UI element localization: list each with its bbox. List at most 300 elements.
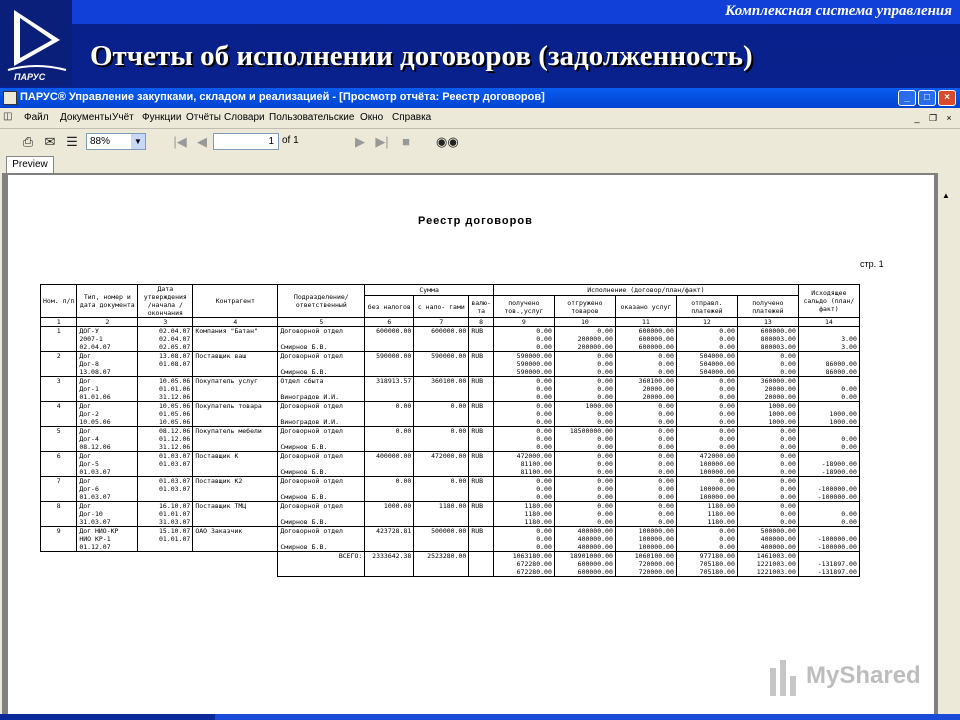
print-icon[interactable]: ⎙ (22, 134, 34, 149)
c10-cell: 0.00 (554, 493, 615, 502)
c9-cell: 590000.00 (493, 368, 554, 377)
c11-cell: 0.00 (615, 468, 676, 477)
c12-cell: 1180.00 (676, 518, 737, 527)
sum-no-tax-cell: 318913.57 (365, 377, 414, 402)
c9-cell: 1180.00 (493, 510, 554, 518)
c10-cell: 0.00 (554, 327, 615, 336)
c11-cell: 20000.00 (615, 393, 676, 402)
logo-text: ПАРУС (14, 72, 46, 82)
c14-cell (798, 502, 859, 511)
c12-cell: 100000.00 (676, 485, 737, 493)
doc-cell: Дог (77, 477, 138, 486)
dept-cell (278, 535, 365, 543)
c10-cell: 0.00 (554, 385, 615, 393)
column-number: 5 (278, 318, 365, 327)
zoom-value: 88% (90, 136, 111, 147)
date-cell: 01.08.07 (138, 360, 193, 368)
c10-cell: 0.00 (554, 452, 615, 461)
vertical-scrollbar[interactable] (938, 173, 954, 714)
doc-cell: Дог-6 (77, 485, 138, 493)
c11-cell: 0.00 (615, 427, 676, 436)
column-number: 7 (414, 318, 469, 327)
c13-cell: 0.00 (737, 368, 798, 377)
c12-cell: 0.00 (676, 393, 737, 402)
c13-cell: 360000.00 (737, 377, 798, 386)
c11-cell: 0.00 (615, 518, 676, 527)
currency-cell: RUB (469, 527, 494, 552)
c13-cell: 0.00 (737, 352, 798, 361)
c13-cell: 1000.00 (737, 410, 798, 418)
column-number: 1 (41, 318, 77, 327)
menu-reports[interactable]: Отчёты (186, 112, 221, 123)
sum-no-tax-cell: 0.00 (365, 427, 414, 452)
totals-c9: 672280.00 (493, 560, 554, 568)
tab-preview[interactable]: Preview (6, 156, 54, 173)
currency-cell: RUB (469, 377, 494, 402)
date-cell: 08.12.06 (138, 427, 193, 436)
c11-cell: 0.00 (615, 352, 676, 361)
doc-cell: 01.03.07 (77, 468, 138, 477)
c11-cell: 20000.00 (615, 385, 676, 393)
date-cell: 01.01.07 (138, 535, 193, 543)
sail-logo-icon (0, 0, 72, 86)
mdi-minimize-icon[interactable]: _ (914, 113, 920, 123)
c12-cell: 0.00 (676, 385, 737, 393)
table-row (41, 502, 860, 511)
c13-cell: 0.00 (737, 502, 798, 511)
column-number: 2 (77, 318, 138, 327)
c11-cell: 0.00 (615, 435, 676, 443)
c13-cell: 0.00 (737, 510, 798, 518)
c14-cell: -100000.00 (798, 485, 859, 493)
doc-cell: Дог (77, 427, 138, 436)
totals-c13: 1221003.00 (737, 568, 798, 577)
watermark-logo-icon (768, 658, 802, 698)
document-menu-icon[interactable]: ◫ (3, 111, 13, 122)
doc-cell: Дог (77, 377, 138, 386)
minimize-button[interactable]: _ (898, 90, 916, 106)
table-row (41, 327, 860, 336)
zoom-select[interactable] (86, 133, 146, 150)
row-number: 5 (41, 427, 77, 452)
menu-bar (0, 108, 960, 129)
doc-cell: Дог-2 (77, 410, 138, 418)
contractor-cell: ОАО Заказчик (193, 527, 278, 552)
c10-cell: 200000.00 (554, 335, 615, 343)
c9-cell: 0.00 (493, 327, 554, 336)
doc-cell: 13.08.07 (77, 368, 138, 377)
date-cell: 01.03.07 (138, 460, 193, 468)
date-cell: 16.10.07 (138, 502, 193, 511)
c12-cell: 472000.00 (676, 452, 737, 461)
c12-cell: 0.00 (676, 427, 737, 436)
system-name: Комплексная система управления (725, 3, 952, 19)
c14-cell: 3.00 (798, 335, 859, 343)
date-cell: 01.05.06 (138, 410, 193, 418)
report-title: Реестр договоров (418, 215, 533, 227)
window-titlebar (0, 88, 960, 108)
c11-cell: 100000.00 (615, 527, 676, 536)
scroll-up-icon[interactable]: ▲ (942, 191, 950, 200)
c10-cell: 0.00 (554, 443, 615, 452)
column-number: 4 (193, 318, 278, 327)
c14-cell: 86000.00 (798, 368, 859, 377)
prev-page-icon[interactable]: ◀ (197, 134, 207, 149)
c13-cell: 400000.00 (737, 543, 798, 552)
c12-cell: 0.00 (676, 402, 737, 411)
c11-cell: 100000.00 (615, 535, 676, 543)
c12-cell: 504000.00 (676, 368, 737, 377)
dept-cell: Смирнов Б.В. (278, 493, 365, 502)
c14-cell (798, 427, 859, 436)
c10-cell: 0.00 (554, 477, 615, 486)
dept-cell (278, 510, 365, 518)
c10-cell: 0.00 (554, 360, 615, 368)
report-page (8, 175, 934, 714)
c9-cell: 0.00 (493, 402, 554, 411)
currency-cell: RUB (469, 352, 494, 377)
dept-cell: Договорной отдел (278, 502, 365, 511)
c9-cell: 0.00 (493, 493, 554, 502)
dept-cell: Договорной отдел (278, 477, 365, 486)
c9-cell: 0.00 (493, 543, 554, 552)
c14-cell (798, 527, 859, 536)
date-cell: 02.04.07 (138, 327, 193, 336)
col-header-paid-in: получено платежей (737, 296, 798, 318)
menu-functions[interactable]: Функции (142, 112, 182, 123)
col-header-rendered: оказано услуг (615, 296, 676, 318)
c11-cell: 0.00 (615, 460, 676, 468)
slide-top-bar (72, 0, 960, 24)
dept-cell: Виноградов И.И. (278, 393, 365, 402)
table-row (41, 452, 860, 461)
doc-cell: Дог-8 (77, 360, 138, 368)
c12-cell: 0.00 (676, 410, 737, 418)
column-number: 8 (469, 318, 494, 327)
col-header-type: Тип, номер и дата документа (77, 285, 138, 318)
sum-tax-cell: 0.00 (414, 427, 469, 452)
app-icon (3, 91, 17, 105)
c11-cell: 0.00 (615, 452, 676, 461)
dept-cell: Смирнов Б.В. (278, 343, 365, 352)
c9-cell: 590000.00 (493, 352, 554, 361)
dept-cell (278, 385, 365, 393)
menu-help[interactable]: Справка (392, 112, 432, 123)
c14-cell: 3.00 (798, 343, 859, 352)
row-number: 8 (41, 502, 77, 527)
doc-cell: 08.12.06 (77, 443, 138, 452)
doc-cell: 01.01.06 (77, 393, 138, 402)
c9-cell: 0.00 (493, 410, 554, 418)
totals-c13: 1461003.00 (737, 552, 798, 561)
next-page-icon[interactable]: ▶ (355, 134, 365, 149)
c12-cell: 100000.00 (676, 468, 737, 477)
totals-c14 (798, 552, 859, 561)
c14-cell: 0.00 (798, 435, 859, 443)
doc-cell: Дог-5 (77, 460, 138, 468)
c12-cell: 100000.00 (676, 460, 737, 468)
c13-cell: 0.00 (737, 493, 798, 502)
dept-cell: Договорной отдел (278, 427, 365, 436)
last-page-icon[interactable]: ▶| (375, 134, 389, 149)
column-number: 14 (798, 318, 859, 327)
c9-cell: 0.00 (493, 535, 554, 543)
c13-cell: 0.00 (737, 518, 798, 527)
c9-cell: 0.00 (493, 343, 554, 352)
page-count: of 1 (282, 135, 299, 146)
c14-cell (798, 452, 859, 461)
c10-cell: 0.00 (554, 377, 615, 386)
doc-cell: 31.03.07 (77, 518, 138, 527)
c14-cell: 0.00 (798, 510, 859, 518)
col-header-paid-out: отправл. платежей (676, 296, 737, 318)
c12-cell: 0.00 (676, 418, 737, 427)
c9-cell: 472000.00 (493, 452, 554, 461)
c11-cell: 0.00 (615, 477, 676, 486)
c14-cell: 0.00 (798, 393, 859, 402)
c10-cell: 0.00 (554, 518, 615, 527)
c11-cell: 100000.00 (615, 543, 676, 552)
column-number: 9 (493, 318, 554, 327)
maximize-button[interactable]: □ (918, 90, 936, 106)
column-number: 11 (615, 318, 676, 327)
currency-cell: RUB (469, 452, 494, 477)
page-setup-icon[interactable]: ☰ (66, 134, 78, 149)
table-row (41, 352, 860, 361)
totals-c10: 600000.00 (554, 560, 615, 568)
export-icon[interactable]: ✉ (44, 134, 56, 149)
sum-no-tax-cell: 590000.00 (365, 352, 414, 377)
c11-cell: 360100.00 (615, 377, 676, 386)
binoculars-find-icon[interactable]: ◉◉ (436, 134, 459, 149)
c14-cell (798, 327, 859, 336)
c9-cell: 0.00 (493, 443, 554, 452)
page-number-input[interactable]: 1 (213, 133, 279, 150)
doc-cell: Дог-10 (77, 510, 138, 518)
column-number: 6 (365, 318, 414, 327)
c11-cell: 0.00 (615, 443, 676, 452)
c9-cell: 1180.00 (493, 502, 554, 511)
totals-c14: -131897.00 (798, 560, 859, 568)
c13-cell: 0.00 (737, 485, 798, 493)
c13-cell: 500000.00 (737, 527, 798, 536)
c10-cell: 0.00 (554, 510, 615, 518)
c10-cell: 1000.00 (554, 402, 615, 411)
totals-c9: 1063180.00 (493, 552, 554, 561)
c12-cell: 0.00 (676, 335, 737, 343)
c9-cell: 81100.00 (493, 468, 554, 477)
totals-c10: 600000.00 (554, 568, 615, 577)
c14-cell: 1000.00 (798, 418, 859, 427)
c14-cell (798, 477, 859, 486)
menu-custom[interactable]: Пользовательские (269, 112, 355, 123)
window-title: ПАРУС® Управление закупками, складом и реализацией - [Просмотр отчёта: Реестр договоров] (20, 91, 545, 103)
table-row (41, 477, 860, 486)
dept-cell (278, 335, 365, 343)
c10-cell: 0.00 (554, 368, 615, 377)
c12-cell: 100000.00 (676, 493, 737, 502)
sum-tax-cell: 0.00 (414, 402, 469, 427)
column-number: 12 (676, 318, 737, 327)
c11-cell: 600000.00 (615, 327, 676, 336)
c12-cell: 0.00 (676, 377, 737, 386)
contractor-cell: Поставщик К2 (193, 477, 278, 502)
tab-row (0, 155, 960, 173)
c9-cell: 0.00 (493, 418, 554, 427)
app-window (0, 88, 960, 714)
first-page-icon[interactable]: |◀ (173, 134, 187, 149)
c11-cell: 0.00 (615, 418, 676, 427)
menu-window[interactable]: Окно (360, 112, 384, 123)
c10-cell: 0.00 (554, 435, 615, 443)
mdi-close-icon[interactable]: × (946, 113, 952, 123)
c11-cell: 600000.00 (615, 343, 676, 352)
c10-cell: 18500000.00 (554, 427, 615, 436)
menu-file[interactable]: Файл (24, 112, 49, 123)
sum-tax-cell: 590000.00 (414, 352, 469, 377)
contractor-cell: Поставщик ТМЦ (193, 502, 278, 527)
currency-cell: RUB (469, 402, 494, 427)
totals-c11: 1060100.00 (615, 552, 676, 561)
col-header-sum-no-tax: без налогов (365, 296, 414, 318)
mdi-restore-icon[interactable]: ❐ (928, 113, 938, 123)
date-cell: 10.05.06 (138, 377, 193, 386)
c9-cell: 0.00 (493, 385, 554, 393)
parus-logo (0, 0, 72, 86)
col-header-contractor: Контрагент (193, 285, 278, 318)
dept-cell (278, 435, 365, 443)
doc-cell: НИО КР-1 (77, 535, 138, 543)
c13-cell: 0.00 (737, 435, 798, 443)
menu-documents[interactable]: Документы (60, 112, 112, 123)
c13-cell: 1000.00 (737, 402, 798, 411)
c9-cell: 0.00 (493, 335, 554, 343)
c10-cell: 400000.00 (554, 535, 615, 543)
c12-cell: 0.00 (676, 343, 737, 352)
dept-cell: Договорной отдел (278, 452, 365, 461)
contractor-cell: Поставщик ваш (193, 352, 278, 377)
c13-cell: 20000.00 (737, 385, 798, 393)
doc-cell: 10.05.06 (77, 418, 138, 427)
c9-cell: 0.00 (493, 485, 554, 493)
date-cell: 01.03.07 (138, 477, 193, 486)
c12-cell: 0.00 (676, 543, 737, 552)
c13-cell: 800003.00 (737, 335, 798, 343)
c11-cell: 0.00 (615, 493, 676, 502)
c11-cell: 0.00 (615, 368, 676, 377)
sum-tax-cell: 472000.00 (414, 452, 469, 477)
col-header-sum: Сумма (365, 285, 494, 296)
col-header-exec: Исполнение (договор/план/факт) (493, 285, 798, 296)
c11-cell: 600000.00 (615, 335, 676, 343)
contractor-cell: Покупатель услуг (193, 377, 278, 402)
date-cell (138, 543, 193, 552)
date-cell: 13.08.07 (138, 352, 193, 361)
c9-cell: 1180.00 (493, 518, 554, 527)
sum-no-tax-cell: 400000.00 (365, 452, 414, 477)
c10-cell: 0.00 (554, 468, 615, 477)
currency-cell: RUB (469, 427, 494, 452)
dept-cell (278, 410, 365, 418)
date-cell: 15.10.07 (138, 527, 193, 536)
c14-cell: -18900.00 (798, 460, 859, 468)
c13-cell: 0.00 (737, 443, 798, 452)
chevron-down-icon[interactable]: ▼ (131, 134, 145, 149)
dept-cell: Смирнов Б.В. (278, 368, 365, 377)
c12-cell: 1180.00 (676, 510, 737, 518)
sum-tax-cell: 600000.00 (414, 327, 469, 352)
c12-cell: 0.00 (676, 535, 737, 543)
doc-cell: ДОГ-У (77, 327, 138, 336)
col-header-shipped: отгружено товаров (554, 296, 615, 318)
close-button[interactable]: × (938, 90, 956, 106)
c13-cell: 1000.00 (737, 418, 798, 427)
doc-cell: Дог (77, 352, 138, 361)
sum-no-tax-cell: 423728.81 (365, 527, 414, 552)
c9-cell: 590000.00 (493, 360, 554, 368)
stop-icon[interactable]: ■ (402, 134, 410, 149)
table-row (41, 402, 860, 411)
col-header-currency: валю- та (469, 296, 494, 318)
totals-c14: -131897.00 (798, 568, 859, 577)
totals-c13: 1221003.00 (737, 560, 798, 568)
contractor-cell: Поставщик К (193, 452, 278, 477)
c14-cell: -18900.00 (798, 468, 859, 477)
c10-cell: 0.00 (554, 485, 615, 493)
col-header-balance: Исходящее сальдо (план/факт) (798, 285, 859, 318)
contracts-register-table (40, 284, 860, 577)
c14-cell (798, 402, 859, 411)
date-cell: 01.12.06 (138, 435, 193, 443)
c12-cell: 504000.00 (676, 360, 737, 368)
row-number: 6 (41, 452, 77, 477)
currency-cell: RUB (469, 327, 494, 352)
menu-dictionaries[interactable]: Словари (224, 112, 265, 123)
contractor-cell: Покупатель товара (193, 402, 278, 427)
menu-accounting[interactable]: Учёт (112, 112, 134, 123)
preview-area (2, 173, 954, 714)
date-cell (138, 368, 193, 377)
c11-cell: 0.00 (615, 510, 676, 518)
table-row (41, 377, 860, 386)
watermark (768, 654, 928, 702)
c11-cell: 0.00 (615, 502, 676, 511)
dept-cell: Смирнов Б.В. (278, 543, 365, 552)
totals-c11: 720000.00 (615, 568, 676, 577)
dept-cell: Смирнов Б.В. (278, 443, 365, 452)
c14-cell: -100000.00 (798, 535, 859, 543)
doc-cell: 2007-1 (77, 335, 138, 343)
row-number: 4 (41, 402, 77, 427)
table-row (41, 527, 860, 536)
row-number: 1 (41, 327, 77, 352)
dept-cell: Отдел сбыта (278, 377, 365, 386)
c14-cell: 1000.00 (798, 410, 859, 418)
c13-cell: 800003.00 (737, 343, 798, 352)
doc-cell: Дог-4 (77, 435, 138, 443)
totals-spacer (41, 552, 278, 577)
c12-cell: 0.00 (676, 443, 737, 452)
column-number: 10 (554, 318, 615, 327)
sum-tax-cell: 500000.00 (414, 527, 469, 552)
dept-cell: Договорной отдел (278, 352, 365, 361)
c10-cell: 0.00 (554, 352, 615, 361)
column-number: 3 (138, 318, 193, 327)
slide-title: Отчеты об исполнении договоров (задолженность) (90, 40, 753, 72)
date-cell: 31.12.06 (138, 443, 193, 452)
c13-cell: 20000.00 (737, 393, 798, 402)
totals-label: ВСЕГО: (278, 552, 365, 577)
